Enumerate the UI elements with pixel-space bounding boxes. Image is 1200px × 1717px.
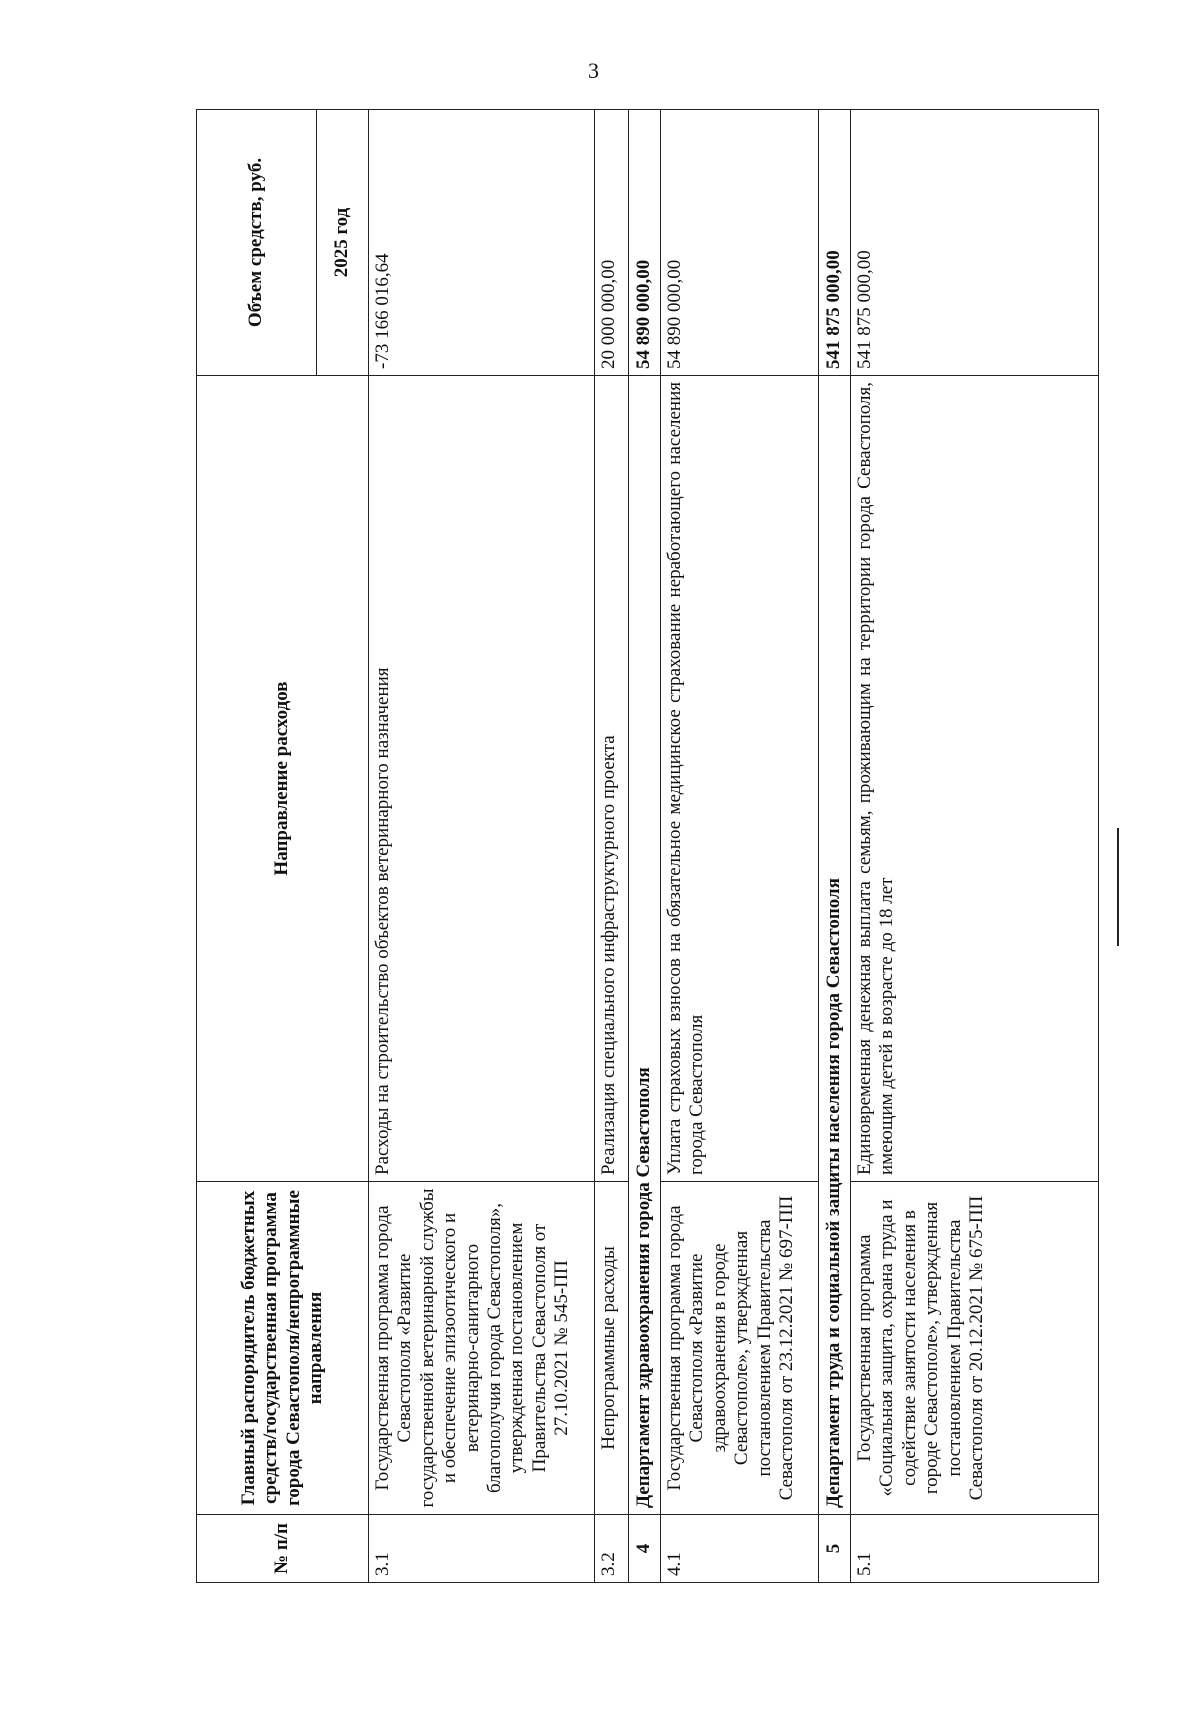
- row-amount: 20 000 000,00: [595, 110, 629, 376]
- row-amount: 541 875 000,00: [851, 110, 1099, 376]
- department-title: Департамент труда и социальной защиты населения города Севастополя: [819, 376, 851, 1515]
- row-program: Государственная программа города Севастополя «Развитие здравоохранения в городе Севастополе», утвержденная постановлением Правительства Севастополя от 23.12.2021 № 697-ПП: [661, 1182, 819, 1515]
- row-num: 4.1: [661, 1515, 819, 1583]
- row-amount: 54 890 000,00: [629, 110, 661, 376]
- table-row: [661, 110, 819, 1583]
- table-row: [851, 110, 1099, 1583]
- rotated-table: [196, 110, 1098, 1583]
- department-row: [819, 110, 851, 1583]
- row-num: 3.2: [595, 1515, 629, 1583]
- row-direction: Реализация специального инфраструктурного проекта: [595, 376, 629, 1182]
- row-num: 5.1: [851, 1515, 1099, 1583]
- row-program: Непрограммные расходы: [595, 1182, 629, 1515]
- header-program: Главный распорядитель бюджетных средств/государственная программа города Севастополя/непрограммные направления: [197, 1182, 369, 1515]
- budget-allocation-table: [196, 109, 1099, 1583]
- header-year: 2025 год: [317, 110, 369, 376]
- row-amount: 54 890 000,00: [661, 110, 819, 376]
- rotated-table-container: [196, 110, 1098, 1583]
- row-num: 3.1: [369, 1515, 595, 1583]
- row-num: 4: [629, 1515, 661, 1583]
- page-number: 3: [588, 58, 599, 83]
- table-header-row: [197, 110, 317, 1583]
- header-volume: Объем средств, руб.: [197, 110, 317, 376]
- separator-line: [1117, 828, 1119, 946]
- row-direction: Расходы на строительство объектов ветеринарного назначения: [369, 376, 595, 1182]
- table-row: [595, 110, 629, 1583]
- row-amount: 541 875 000,00: [819, 110, 851, 376]
- row-direction: Единовременная денежная выплата семьям, проживающим на территории города Севастополя, имеющим детей в возрасте до 18 лет: [851, 376, 1099, 1182]
- department-title: Департамент здравоохранения города Севастополя: [629, 376, 661, 1515]
- table-row: [369, 110, 595, 1583]
- row-program: Государственная программа города Севастополя «Развитие государственной ветеринарной службы и обеспечение эпизоотического и ветеринарно-санитарного благополучия города Севастополя», утвержденная постановлением Правительства Севастополя от 27.10.2021 № 545-ПП: [369, 1182, 595, 1515]
- row-num: 5: [819, 1515, 851, 1583]
- row-amount: -73 166 016,64: [369, 110, 595, 376]
- header-direction: Направление расходов: [197, 376, 369, 1182]
- row-direction: Уплата страховых взносов на обязательное медицинское страхование неработающего населения города Севастополя: [661, 376, 819, 1182]
- row-program: Государственная программа «Социальная защита, охрана труда и содействие занятости населения в городе Севастополе», утвержденная постановлением Правительства Севастополя от 20.12.2021 № 675-ПП: [851, 1182, 1099, 1515]
- department-row: [629, 110, 661, 1583]
- header-num: № п/п: [197, 1515, 369, 1583]
